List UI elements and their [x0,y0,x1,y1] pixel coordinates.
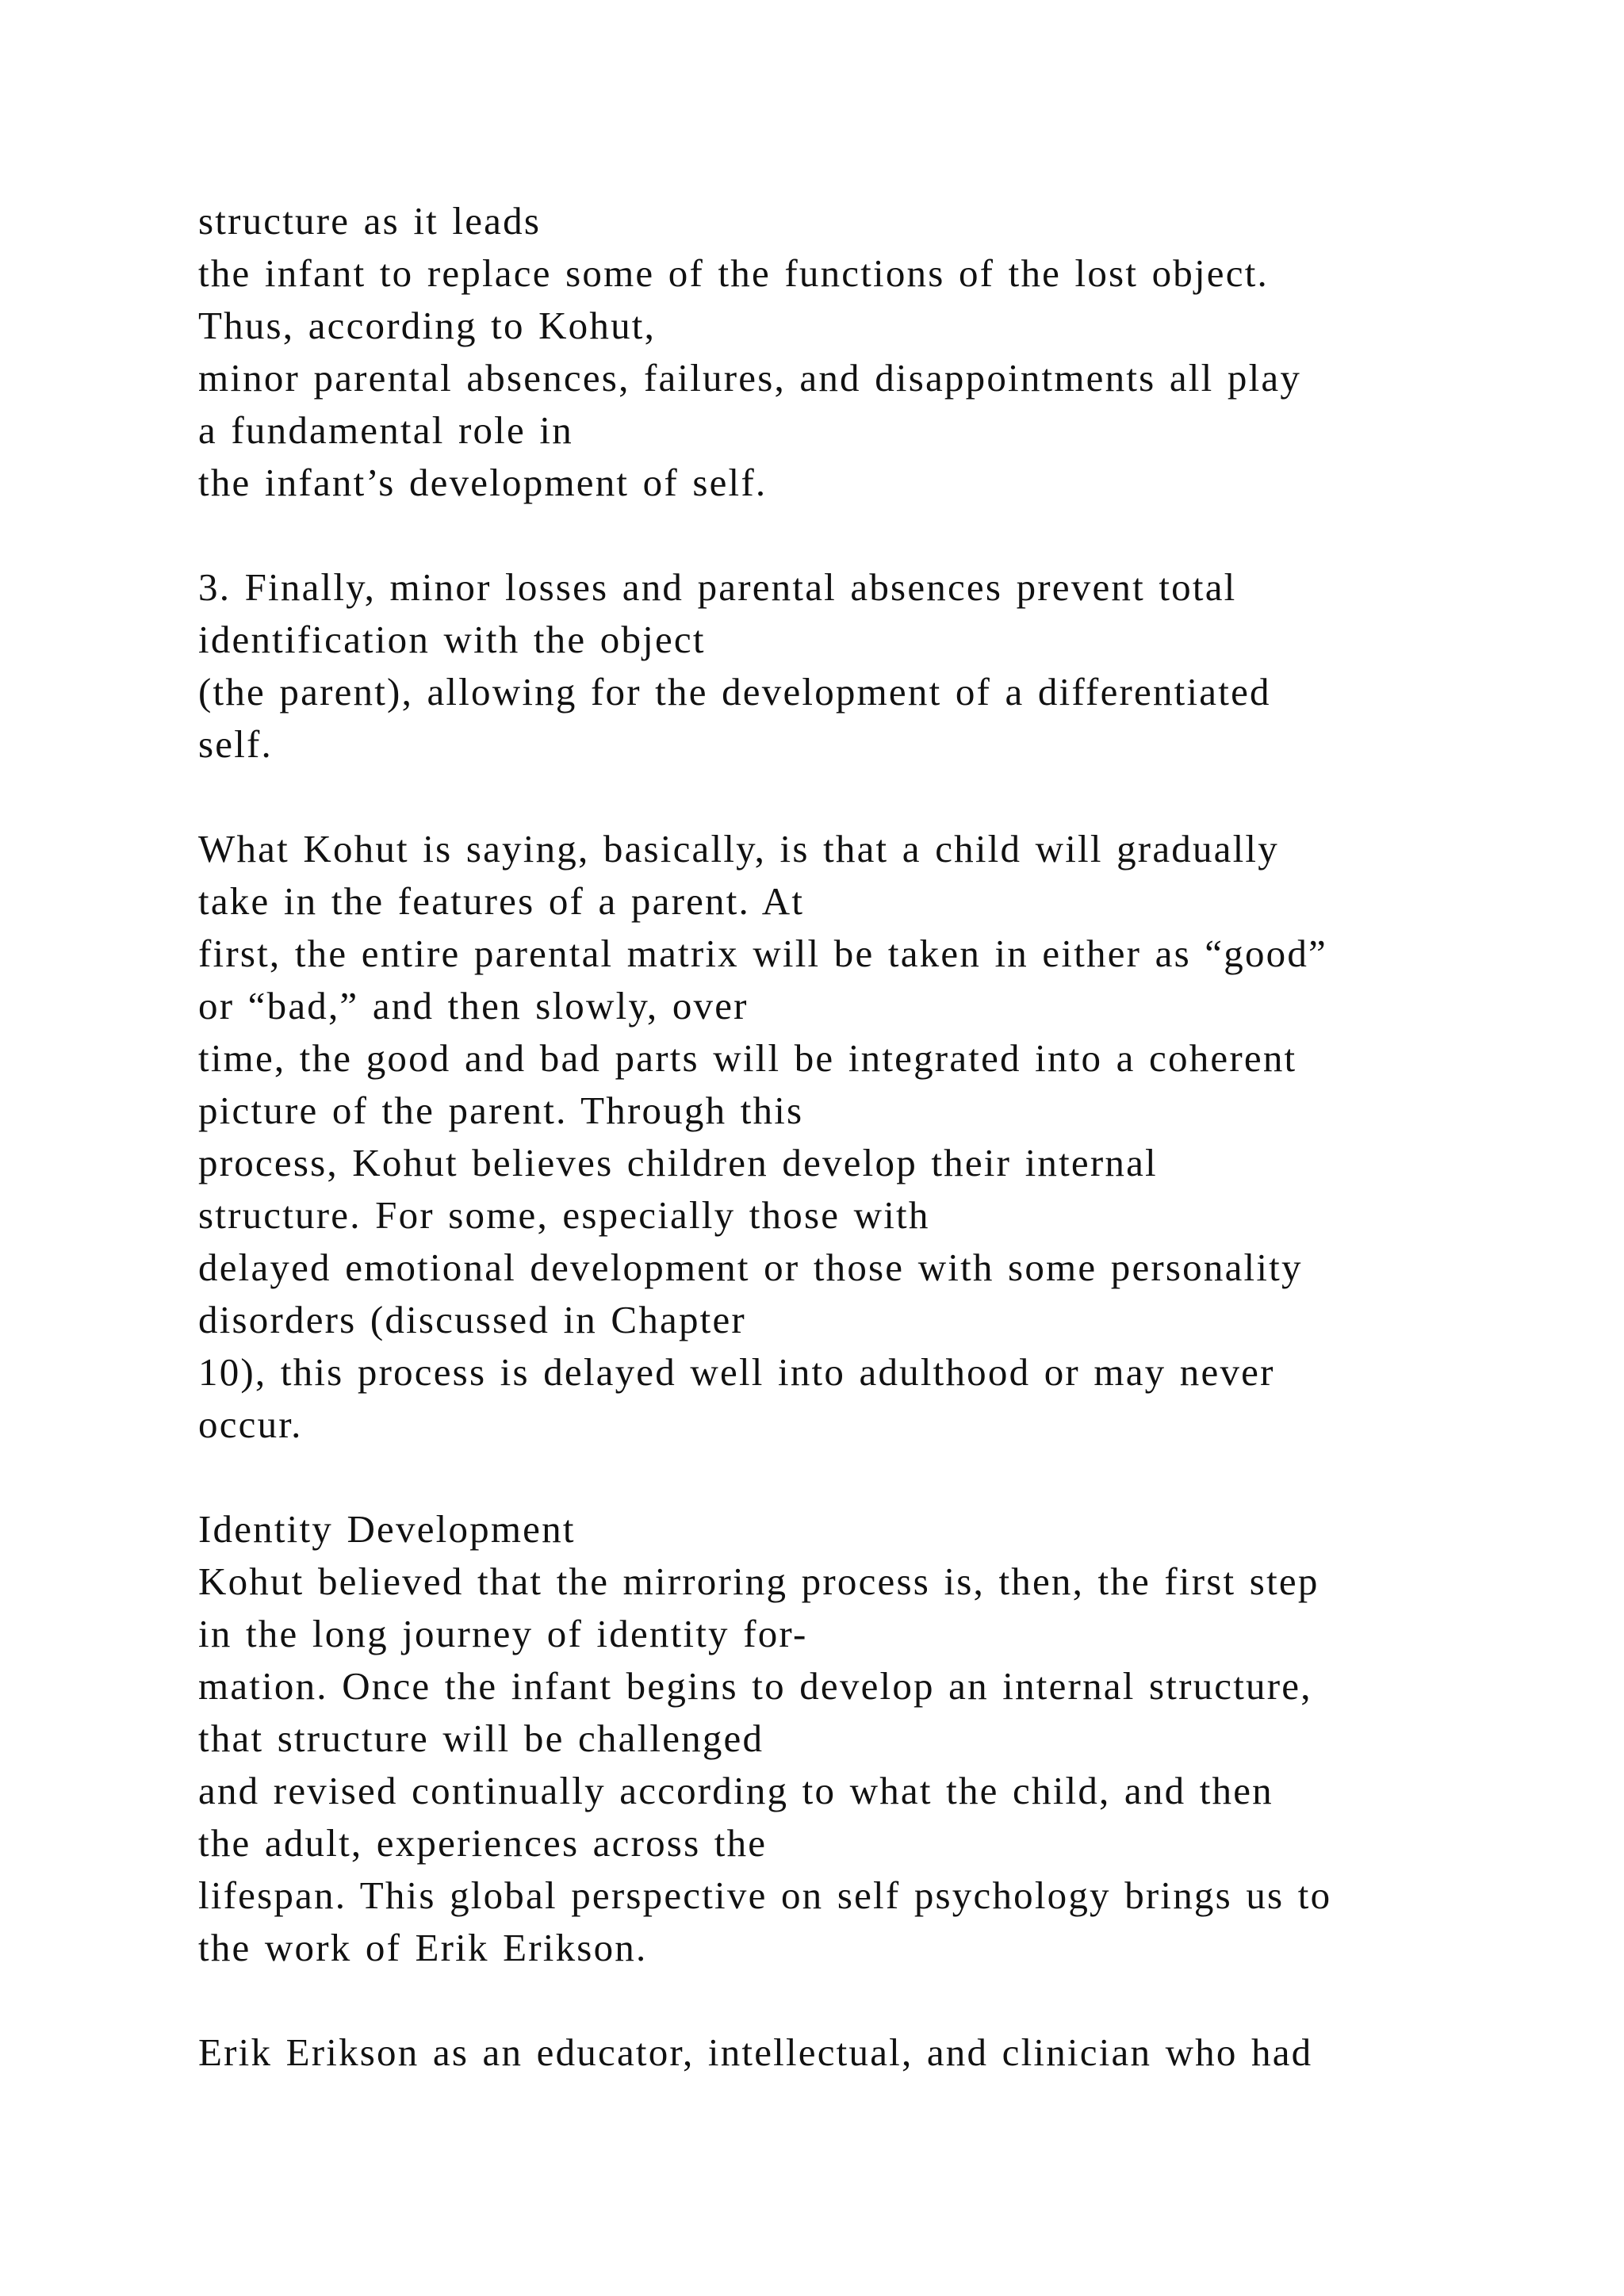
body-text [198,195,1546,2079]
text-line: structure. For some, especially those with [198,1193,930,1237]
text-line: What Kohut is saying, basically, is that a child will gradually [198,827,1279,871]
text-line: a fundamental role in [198,408,573,452]
text-line: lifespan. This global perspective on self psychology brings us to [198,1873,1332,1917]
text-line: delayed emotional development or those with some personality [198,1246,1303,1289]
text-line: 3. Finally, minor losses and parental absences prevent total [198,565,1237,609]
paragraph-gap [198,1451,1546,1503]
text-line: the work of Erik Erikson. [198,1926,648,1969]
text-line: the infant’s development of self. [198,461,768,504]
text-line: self. [198,722,273,766]
text-line: minor parental absences, failures, and disappointments all play [198,356,1302,400]
text-line: Thus, according to Kohut, [198,304,657,347]
text-line: and revised continually according to what the child, and then [198,1769,1274,1812]
paragraph-gap [198,771,1546,823]
text-line: take in the features of a parent. At [198,879,805,923]
text-line: mation. Once the infant begins to develop an internal structure, [198,1664,1312,1708]
text-line: 10), this process is delayed well into adulthood or may never [198,1350,1275,1394]
text-line: occur. [198,1402,303,1446]
text-line: picture of the parent. Through this [198,1089,804,1132]
text-line: Kohut believed that the mirroring process is, then, the first step [198,1559,1320,1603]
section-heading: Identity Development [198,1507,576,1551]
paragraph-gap [198,509,1546,561]
text-line: Erik Erikson as an educator, intellectual, and clinician who had [198,2030,1313,2074]
text-line: or “bad,” and then slowly, over [198,984,749,1027]
text-line: that structure will be challenged [198,1716,764,1760]
text-line: the infant to replace some of the functions of the lost object. [198,251,1269,295]
text-line: disorders (discussed in Chapter [198,1298,746,1341]
text-line: process, Kohut believes children develop their internal [198,1141,1158,1184]
text-line: time, the good and bad parts will be integrated into a coherent [198,1036,1297,1080]
text-line: the adult, experiences across the [198,1821,768,1865]
text-line: (the parent), allowing for the development of a differentiated [198,670,1271,714]
text-line: in the long journey of identity for- [198,1612,808,1655]
text-line: first, the entire parental matrix will be taken in either as “good” [198,932,1327,975]
text-line: identification with the object [198,618,706,661]
text-line: structure as it leads [198,199,542,243]
paragraph-gap [198,1974,1546,2026]
